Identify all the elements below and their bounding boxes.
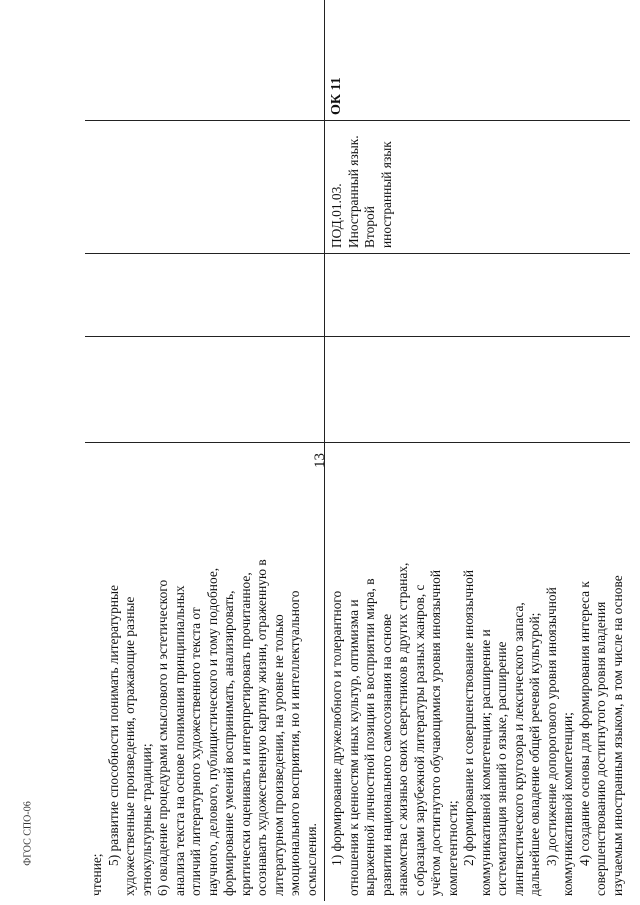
table-row — [85, 0, 325, 901]
text-line: изучаемым иностранным языком, в том числе на основе — [609, 575, 625, 896]
page-number: 13 — [312, 453, 328, 468]
text-line: 3) достижение допорогового уровня иноязычной — [543, 587, 559, 866]
text-line: художественные произведения, отражающие разные — [122, 596, 137, 896]
text-line: развитии национального самосознания на основе — [378, 613, 394, 896]
text-line: литературном произведении, на уровне не только — [270, 614, 286, 896]
subject-line: Иностранный язык. — [345, 135, 361, 248]
text-line: чтение; — [89, 853, 104, 896]
competency-table — [85, 0, 630, 901]
text-line: коммуникативной компетенции; расширение и — [477, 629, 493, 896]
subject-line: иностранный язык — [378, 141, 394, 248]
text-line: лингвистического кругозора и лексического запаса, — [510, 602, 526, 896]
text-line: систематизация знаний о языке, расширение — [494, 641, 509, 896]
footer-doc-code: ФГОС СПО-06 — [22, 801, 34, 866]
subject-cell — [325, 121, 631, 254]
competency-cell — [325, 0, 631, 121]
subject-line: Второй — [362, 206, 377, 248]
text-line: 2) формирование и совершенствование иноязычной — [461, 570, 476, 866]
text-line: совершенствованию достигнутого уровня владения — [593, 601, 608, 896]
table-row — [325, 0, 631, 901]
text-line: компетентности; — [444, 800, 460, 896]
empty-cell — [85, 337, 325, 443]
empty-cell — [85, 254, 325, 337]
empty-cell — [85, 0, 325, 121]
text-line: осмысления. — [303, 823, 319, 896]
text-line: дальнейшее овладение общей речевой культурой; — [527, 612, 542, 896]
text-line: коммуникативной компетенции; — [560, 712, 575, 896]
text-line: этнокультурные традиции; — [138, 743, 154, 896]
text-line: учётом достигнутого обучающимися уровня иноязычной — [428, 569, 443, 896]
text-line: критически оценивать и интерпретировать прочитанное, — [237, 572, 253, 896]
empty-cell — [85, 121, 325, 254]
text-line: 6) овладение процедурами смыслового и эстетического — [155, 579, 170, 896]
empty-cell — [325, 254, 631, 337]
text-line: осознавать художественную картину жизни, отраженную в — [254, 559, 269, 896]
text-line: эмоционального восприятия, но и интеллектуального — [287, 590, 302, 896]
results-cell — [325, 443, 631, 902]
competency-code: ОК 11 — [329, 77, 344, 115]
text-line: знакомства с жизнью своих сверстников в других странах, — [395, 562, 410, 896]
empty-cell — [325, 337, 631, 443]
text-line: 5) развитие способности понимать литературные — [105, 585, 121, 866]
text-line: 1) формирование дружелюбного и толерантного — [329, 590, 344, 866]
text-line: научного, делового, публицистического и тому подобное, — [204, 567, 220, 896]
text-line: 4) создание основы для формирования интереса к — [576, 581, 592, 866]
standards-table-sheet — [85, 8, 625, 901]
text-line: отличий литературного художественного текста от — [188, 607, 203, 896]
text-line: с образцами зарубежной литературы разных жанров, с — [411, 584, 427, 896]
subject-code: ПОД.01.03. — [329, 183, 344, 248]
text-line: анализа текста на основе понимания принципиальных — [171, 585, 187, 896]
text-line: отношения к ценностям иных культур, оптимизма и — [345, 599, 361, 896]
text-line: выраженной личностной позиции в восприятии мира, в — [362, 578, 377, 896]
text-line: формирование умений воспринимать, анализировать, — [221, 590, 236, 896]
results-cell — [85, 443, 325, 902]
